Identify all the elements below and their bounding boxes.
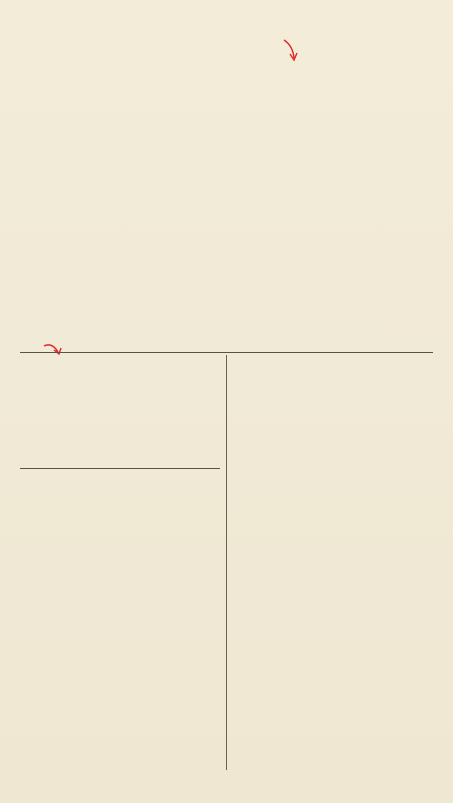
red-arrow-annotation-icon [281, 38, 301, 64]
red-arrow-annotation-icon [42, 340, 66, 360]
column-divider [226, 355, 227, 770]
divider [20, 352, 433, 353]
divider [20, 468, 220, 469]
